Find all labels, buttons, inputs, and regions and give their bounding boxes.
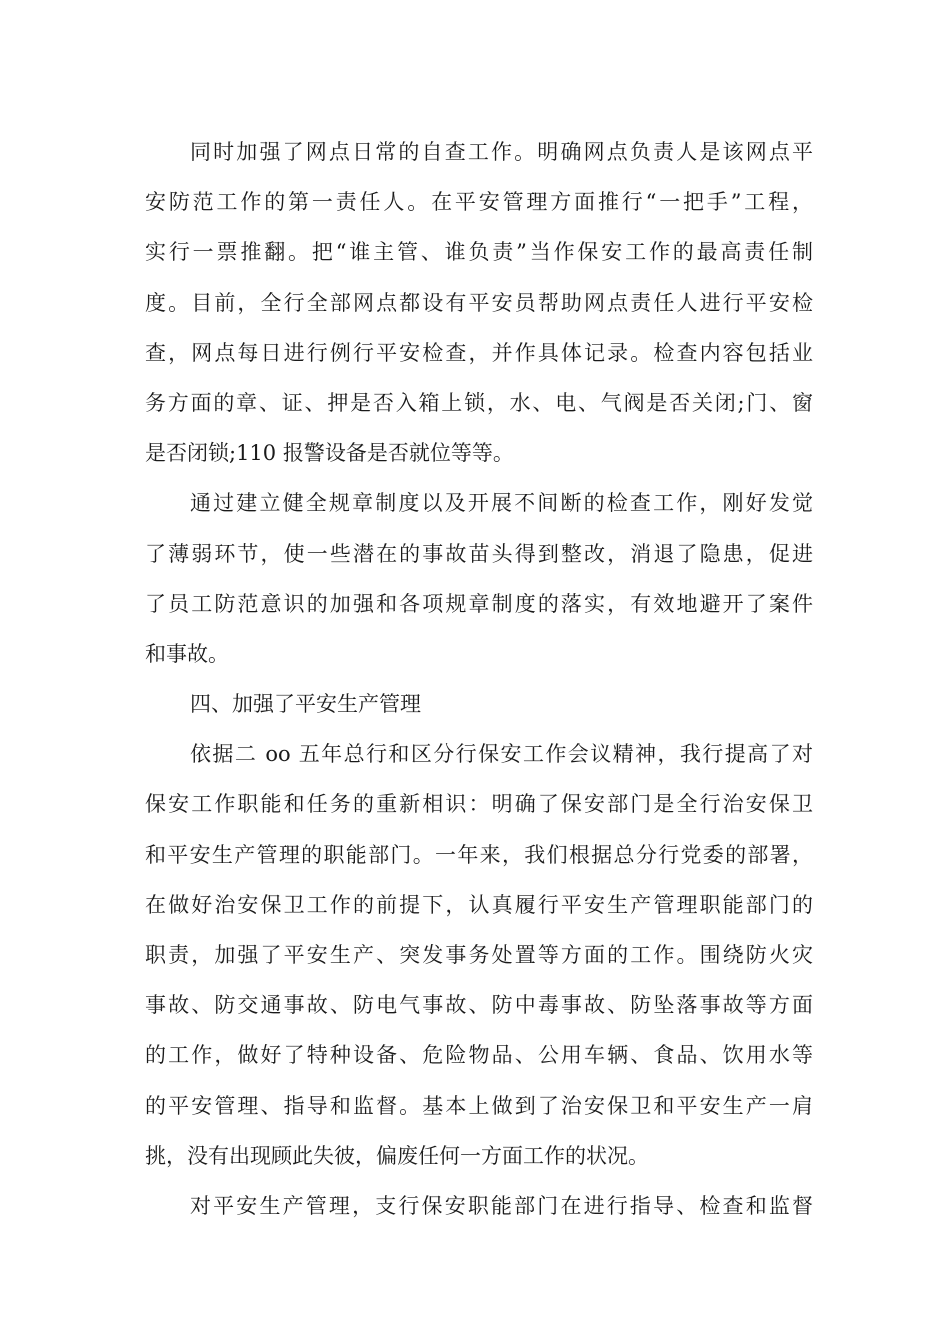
text-line: 务方面的章、证、押是否入箱上锁，水、电、气阀是否关闭;门、窗 xyxy=(145,390,813,415)
text-line: 通过建立健全规章制度以及开展不间断的检查工作，刚好发觉 xyxy=(190,491,813,516)
text-line: 和平安生产管理的职能部门。一年来，我们根据总分行党委的部署， xyxy=(145,842,813,867)
paragraph-rules-inspection xyxy=(145,478,813,679)
text-line: 保安工作职能和任务的重新相识：明确了保安部门是全行治安保卫 xyxy=(145,792,813,817)
text-line: 了员工防范意识的加强和各项规章制度的落实，有效地避开了案件 xyxy=(145,591,813,616)
paragraph-self-inspection xyxy=(145,127,813,478)
text-line: 在做好治安保卫工作的前提下，认真履行平安生产管理职能部门的 xyxy=(145,892,813,917)
heading-line: 四、加强了平安生产管理 xyxy=(190,692,421,717)
paragraph-supervision xyxy=(145,1181,813,1231)
text-line: 职责，加强了平安生产、突发事务处置等方面的工作。围绕防火灾 xyxy=(145,943,813,967)
text-line: 对平安生产管理，支行保安职能部门在进行指导、检查和监督 xyxy=(190,1193,813,1218)
section-heading xyxy=(145,679,813,729)
text-line: 安防范工作的第一责任人。在平安管理方面推行“一把手”工程， xyxy=(145,190,813,215)
text-line: 事故、防交通事故、防电气事故、防中毒事故、防坠落事故等方面 xyxy=(145,993,813,1018)
text-line: 的工作，做好了特种设备、危险物品、公用车辆、食品、饮用水等 xyxy=(145,1043,813,1068)
text-line: 挑，没有出现顾此失彼，偏废任何一方面工作的状况。 xyxy=(145,1143,649,1168)
text-line: 依据二 oo 五年总行和区分行保安工作会议精神，我行提高了对 xyxy=(190,742,813,767)
paragraph-safety-management xyxy=(145,729,813,1181)
text-line: 度。目前，全行全部网点都设有平安员帮助网点责任人进行平安检 xyxy=(145,290,813,315)
text-line: 查，网点每日进行例行平安检查，并作具体记录。检查内容包括业 xyxy=(145,340,813,365)
text-line: 的平安管理、指导和监督。基本上做到了治安保卫和平安生产一肩 xyxy=(145,1093,813,1118)
text-line: 同时加强了网点日常的自查工作。明确网点负责人是该网点平 xyxy=(190,140,813,164)
text-line: 了薄弱环节，使一些潜在的事故苗头得到整改，消退了隐患，促进 xyxy=(145,541,813,566)
text-line: 和事故。 xyxy=(145,641,229,666)
document-body xyxy=(145,127,813,1231)
text-line: 实行一票推翻。把“谁主管、谁负责”当作保安工作的最高责任制 xyxy=(145,240,813,265)
text-line: 是否闭锁;110 报警设备是否就位等等。 xyxy=(145,441,514,466)
